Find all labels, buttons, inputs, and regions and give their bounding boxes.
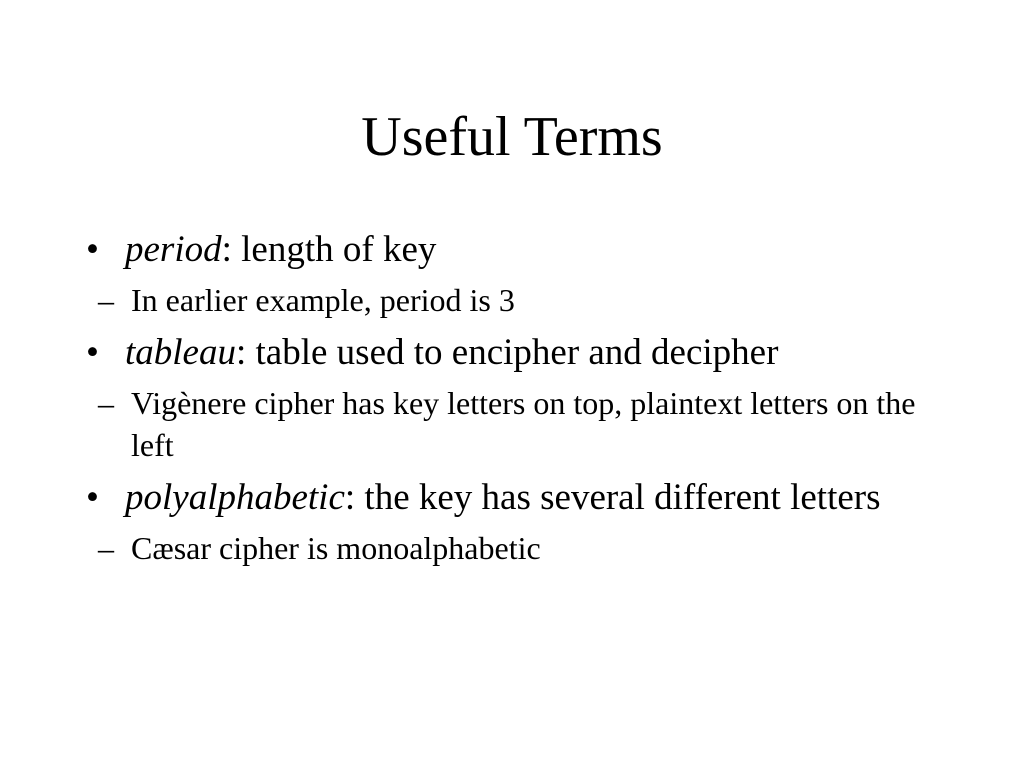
sub-list-polyalphabetic <box>86 527 966 569</box>
sub-marker: – <box>98 385 114 421</box>
sub-item-period-example <box>86 279 966 321</box>
sub-item-text: In earlier example, period is 3 <box>131 282 515 318</box>
sub-list-period <box>86 279 966 321</box>
bullet-item-period <box>86 226 966 273</box>
sub-item-vigenere <box>86 382 966 466</box>
definition-period: : length of key <box>221 229 437 270</box>
definition-tableau: : table used to encipher and decipher <box>235 332 779 373</box>
sub-marker: – <box>98 282 114 318</box>
bullet-item-tableau <box>86 329 966 376</box>
sub-list-tableau <box>86 382 966 466</box>
bullet-marker: • <box>86 477 99 518</box>
sub-item-text: Cæsar cipher is monoalphabetic <box>131 530 541 566</box>
term-tableau: tableau <box>125 332 236 373</box>
bullet-marker: • <box>86 229 99 270</box>
bullet-marker: • <box>86 332 99 373</box>
term-period: period <box>125 229 222 270</box>
term-polyalphabetic: polyalphabetic <box>125 477 345 518</box>
sub-item-text: Vigènere cipher has key letters on top, plaintext letters on the left <box>131 385 916 463</box>
sub-item-caesar <box>86 527 966 569</box>
definition-polyalphabetic: : the key has several different letters <box>344 477 881 518</box>
slide-title: Useful Terms <box>361 106 663 168</box>
sub-marker: – <box>98 530 114 566</box>
bullet-list <box>86 226 966 577</box>
bullet-item-polyalphabetic <box>86 474 966 521</box>
